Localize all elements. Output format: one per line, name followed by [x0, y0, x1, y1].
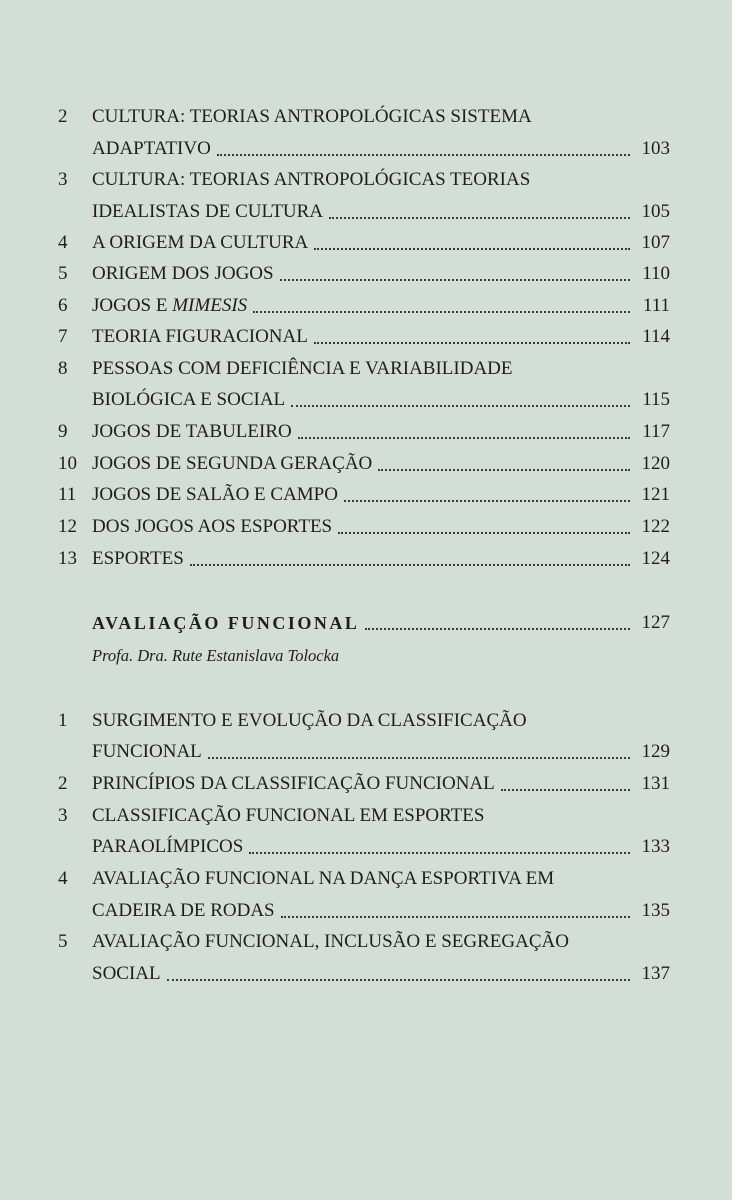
toc-entry-row[interactable] [92, 421, 670, 443]
toc-page-number: 105 [641, 201, 670, 222]
toc-entry-row[interactable] [92, 389, 670, 411]
toc-page-number: 135 [641, 900, 670, 921]
dot-leader [298, 436, 630, 439]
toc-page-number: 111 [642, 295, 670, 316]
toc-entry-row[interactable] [92, 516, 670, 538]
toc-entry-row[interactable] [92, 453, 670, 475]
dot-leader [190, 563, 630, 566]
toc-entry-title-italic: MIMESIS [172, 295, 248, 316]
toc-entry-row[interactable] [92, 836, 670, 858]
toc-entry-row[interactable] [92, 741, 670, 763]
dot-leader [378, 468, 630, 471]
toc-page-number: 115 [642, 389, 670, 410]
dot-leader [280, 278, 630, 281]
toc-entry-title: PESSOAS COM DEFICIÊNCIA E VARIABILIDADE [92, 358, 513, 379]
toc-entry-title: AVALIAÇÃO FUNCIONAL NA DANÇA ESPORTIVA EM [92, 868, 555, 889]
toc-page-number: 117 [642, 421, 670, 442]
dot-leader [314, 341, 630, 344]
toc-entry-number: 5 [58, 263, 68, 284]
toc-entry-title: JOGOS DE TABULEIRO [92, 421, 292, 442]
toc-entry-row[interactable] [92, 963, 670, 985]
toc-page-number: 122 [641, 516, 670, 537]
toc-page-number: 124 [641, 548, 670, 569]
toc-entry-number: 13 [58, 548, 77, 569]
toc-entry-title: SOCIAL [92, 963, 161, 984]
toc-entry-row[interactable] [92, 138, 670, 160]
toc-page-number: 121 [641, 484, 670, 505]
toc-entry-number: 1 [58, 710, 68, 731]
toc-entry-number: 6 [58, 295, 68, 316]
dot-leader [329, 216, 630, 219]
toc-entry-number: 12 [58, 516, 77, 537]
toc-page-number: 107 [641, 232, 670, 253]
toc-entry-row[interactable] [92, 263, 670, 285]
toc-entry-title: JOGOS DE SEGUNDA GERAÇÃO [92, 453, 373, 474]
toc-entry-number: 8 [58, 358, 68, 379]
section-page-number: 127 [641, 612, 670, 633]
toc-entry-title [92, 295, 247, 317]
toc-entry-title: DOS JOGOS AOS ESPORTES [92, 516, 333, 537]
toc-entry-title: A ORIGEM DA CULTURA [92, 232, 309, 253]
toc-entry-title: PARAOLÍMPICOS [92, 836, 244, 857]
toc-page-number: 103 [641, 138, 670, 159]
toc-entry-row[interactable] [92, 773, 670, 795]
toc-entry-number: 5 [58, 931, 68, 952]
dot-leader [208, 756, 630, 759]
toc-entry-number: 4 [58, 868, 68, 889]
toc-page-number: 114 [642, 326, 670, 347]
toc-page-number: 110 [642, 263, 670, 284]
toc-entry-number: 10 [58, 453, 77, 474]
toc-entry-title: JOGOS DE SALÃO E CAMPO [92, 484, 338, 505]
toc-entry-number: 2 [58, 773, 68, 794]
toc-entry-row[interactable] [92, 326, 670, 348]
dot-leader [314, 247, 630, 250]
toc-entry-title: SURGIMENTO E EVOLUÇÃO DA CLASSIFICAÇÃO [92, 710, 527, 731]
dot-leader [217, 153, 630, 156]
toc-entry-number: 2 [58, 106, 68, 127]
toc-page-number: 129 [641, 741, 670, 762]
toc-entry-number: 7 [58, 326, 68, 347]
section-title: AVALIAÇÃO FUNCIONAL [92, 613, 360, 633]
section-heading-row[interactable] [92, 612, 670, 634]
dot-leader [338, 531, 630, 534]
toc-entry-title: CULTURA: TEORIAS ANTROPOLÓGICAS SISTEMA [92, 106, 532, 127]
toc-entry-title: CULTURA: TEORIAS ANTROPOLÓGICAS TEORIAS [92, 169, 531, 190]
toc-entry-number: 3 [58, 805, 68, 826]
dot-leader [291, 404, 630, 407]
dot-leader [167, 978, 630, 981]
dot-leader [281, 915, 630, 918]
toc-entry-title: AVALIAÇÃO FUNCIONAL, INCLUSÃO E SEGREGAÇÃO [92, 931, 569, 952]
toc-entry-title: FUNCIONAL [92, 741, 202, 762]
toc-entry-row[interactable] [92, 295, 670, 317]
toc-entry-number: 4 [58, 232, 68, 253]
toc-entry-row[interactable] [92, 484, 670, 506]
toc-page-number: 120 [641, 453, 670, 474]
toc-entry-title: TEORIA FIGURACIONAL [92, 326, 308, 347]
toc-entry-title: ADAPTATIVO [92, 138, 211, 159]
toc-page-number: 133 [641, 836, 670, 857]
toc-entry-title: IDEALISTAS DE CULTURA [92, 201, 324, 222]
toc-page-number: 131 [641, 773, 670, 794]
toc-page-number: 137 [641, 963, 670, 984]
toc-entry-number: 3 [58, 169, 68, 190]
toc-entry-title: ESPORTES [92, 548, 184, 569]
toc-entry-row[interactable] [92, 201, 670, 223]
toc-entry-row[interactable] [92, 232, 670, 254]
toc-entry-row[interactable] [92, 900, 670, 922]
dot-leader [365, 627, 630, 630]
dot-leader [344, 499, 630, 502]
toc-entry-title: CADEIRA DE RODAS [92, 900, 275, 921]
toc-entry-title: CLASSIFICAÇÃO FUNCIONAL EM ESPORTES [92, 805, 485, 826]
toc-entry-title-part: JOGOS E [92, 295, 173, 316]
dot-leader [501, 788, 630, 791]
dot-leader [253, 310, 630, 313]
toc-entry-title: ORIGEM DOS JOGOS [92, 263, 274, 284]
toc-entry-number: 9 [58, 421, 68, 442]
section-author: Profa. Dra. Rute Estanislava Tolocka [92, 646, 340, 665]
toc-entry-number: 11 [58, 484, 77, 505]
toc-entry-title: PRINCÍPIOS DA CLASSIFICAÇÃO FUNCIONAL [92, 773, 495, 794]
toc-entry-title: BIOLÓGICA E SOCIAL [92, 389, 286, 410]
dot-leader [249, 851, 630, 854]
toc-entry-row[interactable] [92, 548, 670, 570]
